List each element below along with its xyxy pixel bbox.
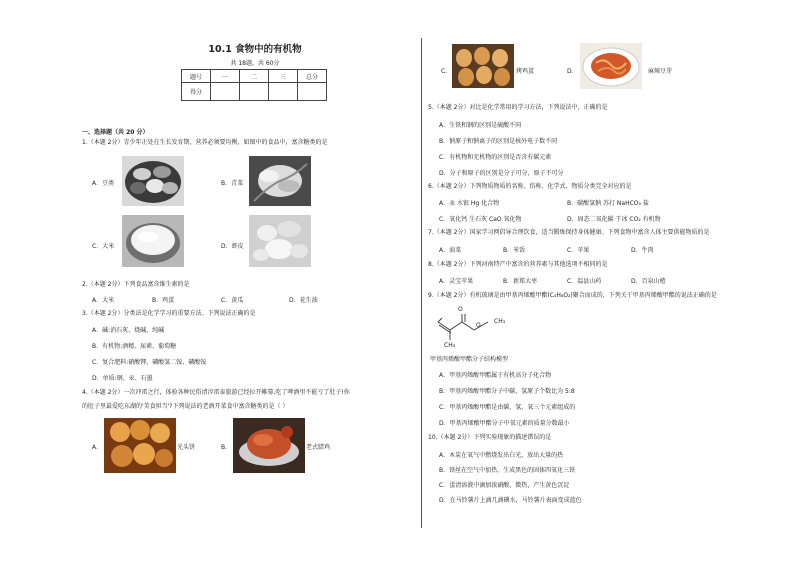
ester-oxygen-label: O xyxy=(476,322,481,329)
q1-option-a[interactable]: A．豆类 xyxy=(92,180,115,187)
q8-option-a[interactable]: A．灵宝苹果 xyxy=(439,278,474,285)
score-cell: 三 xyxy=(269,70,298,83)
q2-option-a[interactable]: A．大米 xyxy=(92,297,115,304)
q8-option-c[interactable]: C．温县山药 xyxy=(567,278,602,285)
q7-option-b[interactable]: B．米饭 xyxy=(503,247,526,254)
carbonyl-oxygen-label: O xyxy=(458,306,463,313)
q1-option-d[interactable]: D．虾皮 xyxy=(221,243,244,250)
score-table-score-row xyxy=(182,83,327,101)
q8-option-d[interactable]: D．百泉山楂 xyxy=(631,278,666,285)
q4-option-a[interactable]: A． xyxy=(92,444,103,451)
structure-caption: 甲基丙烯酸甲酯分子结构模型 xyxy=(430,356,509,363)
q10-option-d[interactable]: D．在马铃薯片上滴几滴碘水，马铃薯片表面变成蓝色 xyxy=(439,497,582,504)
q9-option-c[interactable]: C．甲基丙烯酸甲酯是由碳、氢、氧三个元素组成的 xyxy=(439,404,576,411)
q4-option-b-text: 老式腊鸡 xyxy=(306,444,331,451)
q4-option-c-text: 烤鸡蛋 xyxy=(516,68,535,75)
q10-option-a[interactable]: A．木炭在氧气中燃烧发出白光，放出大量的热 xyxy=(439,452,564,459)
q2-option-b[interactable]: B．鸡蛋 xyxy=(152,297,175,304)
column-divider xyxy=(421,38,422,528)
q3-option-b[interactable]: B．有机物:酒精、尿素、葡萄糖 xyxy=(92,343,177,350)
q5-option-b[interactable]: B．钠原子和钠离子的区别是核外电子数不同 xyxy=(439,138,558,145)
q4-option-a-text: 光头饼 xyxy=(177,444,196,451)
q6-option-d[interactable]: D．固态二氧化碳 干冰 CO₂ 有机物 xyxy=(567,216,661,223)
q7-option-d[interactable]: D．牛肉 xyxy=(631,247,654,254)
q4-option-d-text: 麻辣豆芽 xyxy=(648,68,673,75)
q2-option-c[interactable]: C．黄瓜 xyxy=(221,297,244,304)
q9-option-a[interactable]: A．甲基丙烯酸甲酯属于有机高分子化合物 xyxy=(439,372,552,379)
question-6: 6.（本题 2分）下列物质物质的名称、俗称、化学式、物质分类完全对应的是 xyxy=(428,183,632,190)
roast-egg-image xyxy=(452,44,514,88)
ester-methyl-label: CH₃ xyxy=(494,318,506,325)
q10-option-b[interactable]: B．铁丝在空气中加热，生成黑色的固体四氧化三铁 xyxy=(439,467,576,474)
question-10: 10.（本题 2分）下列实验现象的描述错误的是 xyxy=(428,434,552,441)
q3-option-a[interactable]: A．碱:消石灰、烧碱、纯碱 xyxy=(92,327,165,334)
page-title: 10.1 食物中的有机物 xyxy=(208,44,302,55)
q4-option-c[interactable]: C． xyxy=(441,68,452,75)
q2-option-d[interactable]: D．花生油 xyxy=(289,297,318,304)
score-input-cell[interactable] xyxy=(211,83,240,101)
question-3: 3.（本题 2分）分类法是化学学习的重要方法。下列说法正确的是 xyxy=(82,310,256,317)
vegetable-image xyxy=(249,156,311,206)
q5-option-a[interactable]: A．生铁和钢的区别是硫酸不同 xyxy=(439,122,522,129)
question-5: 5.（本题 2分）对比是化学常用的学习方法，下列说法中，正确的是 xyxy=(428,104,608,111)
question-8: 8.（本题 2分）下列河南特产中富含的营养素与其他选项不相同的是 xyxy=(428,261,608,268)
q7-option-c[interactable]: C．苹果 xyxy=(567,247,590,254)
score-input-cell[interactable] xyxy=(298,83,327,101)
q10-option-c[interactable]: C．蛋清溶液中滴加浓硝酸，微热，产生黄色沉淀 xyxy=(439,482,570,489)
q1-option-c[interactable]: C．大米 xyxy=(92,243,115,250)
q9-option-d[interactable]: D．甲基丙烯酸甲酯分子中氧元素的质量分数最小 xyxy=(439,420,570,427)
section-heading: 一、选择题（共 20 分） xyxy=(82,129,149,136)
question-2: 2.（本题 2分）下列食品富含维生素的是 xyxy=(82,281,190,288)
question-4-line-1: 4.（本题 2分）一次冲雷之行，体验各种民俗清淳雷泰旅游已经拉开帷幕,吃了啤酒里不能亏了肚子!你 xyxy=(82,389,350,396)
rice-image xyxy=(122,215,184,267)
question-4-line-2: 的肚子里最爱吃东湖的'美食担当'?下列说法的老酒开菜食中富含糖类的是（ ） xyxy=(82,403,289,410)
q9-option-b[interactable]: B．甲基丙烯酸甲酯分子中碳、氢原子个数比为 5:8 xyxy=(439,388,575,395)
q5-option-d[interactable]: D．分子和原子的区别是分子可分，原子不可分 xyxy=(439,170,564,177)
methyl-label: CH₃ xyxy=(444,342,456,349)
score-cell: 总分 xyxy=(298,70,327,83)
score-cell: 得分 xyxy=(182,83,211,101)
score-input-cell[interactable] xyxy=(240,83,269,101)
score-table xyxy=(181,69,327,101)
beans-image xyxy=(122,156,184,206)
q6-option-b[interactable]: B．碳酸氢钠 苏打 NaHCO₃ 盐 xyxy=(567,200,649,207)
shrimp-image xyxy=(249,215,311,267)
score-input-cell[interactable] xyxy=(269,83,298,101)
q8-option-b[interactable]: B．新郑大枣 xyxy=(503,278,538,285)
q4-option-b[interactable]: B． xyxy=(221,444,232,451)
score-cell: 一 xyxy=(211,70,240,83)
question-1: 1.（本题 2分）青少年正处在生长发育期，营养必须要均衡，如图中的食品中，富含糖类的是 xyxy=(82,139,328,146)
page-subtitle: 共 18题，共 60分 xyxy=(230,60,280,67)
score-cell: 题号 xyxy=(182,70,211,83)
score-table-header-row xyxy=(182,70,327,83)
q7-option-a[interactable]: A．油菜 xyxy=(439,247,462,254)
q6-option-a[interactable]: A．汞 水银 Hg 化合物 xyxy=(439,200,500,207)
question-7: 7.（本题 2分）国家学习网倡导合理饮食，适当锻炼保持身体健康。下列食物中富含人体主要供能物质的是 xyxy=(428,229,710,236)
q6-option-c[interactable]: C．氧化钙 生石灰 CaO 氧化物 xyxy=(439,216,522,223)
old-chicken-image xyxy=(233,418,305,473)
q3-option-c[interactable]: C．复合肥料:硝酸钾、磷酸氢二铵、磷酸铵 xyxy=(92,359,207,366)
q3-option-d[interactable]: D．单质:钢、汞、石墨 xyxy=(92,375,153,382)
q4-option-d[interactable]: D． xyxy=(567,68,578,75)
spicy-bean-sprout-image xyxy=(580,43,642,89)
q5-option-c[interactable]: C．有机物和无机物的区别是否含有碳元素 xyxy=(439,154,552,161)
guangtou-cake-image xyxy=(104,418,176,473)
question-9: 9.（本题 2分）有机玻璃是由甲基丙烯酸甲酯(C₅H₈O₂)聚合而成的，下列关于甲基丙烯酸甲酯的说法正确的是 xyxy=(428,292,717,299)
q1-option-b[interactable]: B．青菜 xyxy=(221,180,244,187)
score-cell: 二 xyxy=(240,70,269,83)
